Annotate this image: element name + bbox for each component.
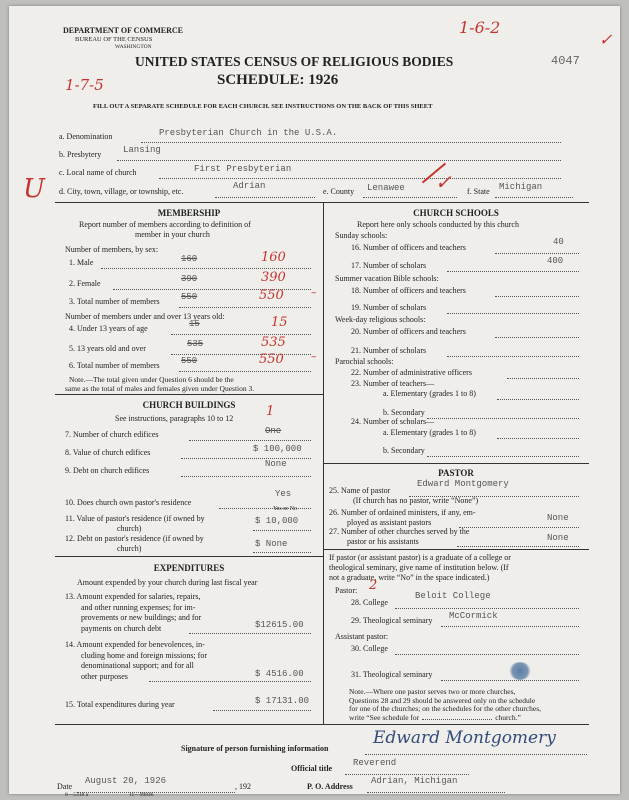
q13-line-3: provements or new buildings; and for [81, 613, 202, 622]
q10-value: Yes [275, 489, 292, 499]
q6-typed-value: 550 [181, 356, 198, 366]
q18-label: 18. Number of officers and teachers [351, 286, 466, 295]
q27-value: None [547, 533, 569, 543]
q2-typed-value: 390 [181, 274, 198, 284]
city-label: d. City, town, village, or township, etc. [59, 187, 184, 196]
q12-value: $ None [255, 539, 288, 549]
hand-margin-mark: U [23, 174, 45, 204]
date-line [77, 792, 235, 793]
q11-value: $ 10,000 [255, 516, 299, 526]
q3-typed-value: 550 [181, 292, 198, 302]
q23b-label: b. Secondary [383, 408, 425, 417]
pastor-note-end: church.” [495, 712, 521, 722]
q12-label-1: 12. Debt on pastor's residence (if owned by [65, 534, 204, 543]
q10-hint: Yes or No [273, 506, 298, 512]
q19-label: 19. Number of scholars [351, 303, 427, 312]
membership-note-2: same as the total of males and females given under Question 3. [65, 384, 255, 393]
q3-dash-mark: – [311, 286, 317, 299]
section-top-rule [55, 202, 589, 203]
pastor-mid-rule [323, 549, 589, 550]
church-name-value: First Presbyterian [194, 164, 292, 174]
buildings-bottom-rule [55, 556, 323, 557]
q31-line [441, 680, 579, 681]
date-value: August 20, 1926 [85, 776, 167, 786]
dept-name: DEPARTMENT OF COMMERCE [63, 26, 184, 35]
q5-label: 5. 13 years old and over [69, 344, 146, 353]
week-label: Week-day religious schools: [335, 315, 426, 324]
state-value: Michigan [499, 182, 543, 192]
q8-line [181, 458, 311, 459]
q5-hand-value: 535 [261, 335, 286, 350]
pastor-title: PASTOR [438, 468, 474, 478]
q19-line [447, 313, 579, 314]
po-address-line [367, 792, 505, 793]
q5-line [171, 354, 311, 355]
section-bottom-rule [55, 724, 589, 725]
q15-value: $ 17131.00 [255, 696, 310, 706]
q6-label: 6. Total number of members [69, 361, 160, 370]
q23-label: 23. Number of teachers— [351, 379, 435, 388]
q1-hand-value: 160 [261, 250, 286, 265]
q24a-label: a. Elementary (grades 1 to 8) [383, 428, 476, 437]
q8-label: 8. Value of church edifices [65, 448, 151, 457]
ink-blot [509, 662, 531, 680]
q1-label: 1. Male [69, 258, 94, 267]
q13-line [189, 633, 311, 634]
q6-dash-mark: – [311, 350, 317, 363]
q22-line [507, 378, 579, 379]
q28-line [395, 608, 579, 609]
county-value: Lenawee [367, 183, 405, 193]
membership-title: MEMBERSHIP [157, 208, 221, 218]
q12-label-2: church) [117, 544, 142, 553]
q26-label-2: ployed as assistant pastors [347, 518, 432, 527]
q24b-label: b. Secondary [383, 446, 425, 455]
q29-line [441, 626, 579, 627]
signature-label: Signature of person furnishing information [181, 744, 329, 753]
q14-line-1: 14. Amount expended for benevolences, in- [65, 640, 205, 649]
by-sex-label: Number of members, by sex: [65, 245, 159, 254]
q23a-line [497, 399, 579, 400]
presbytery-line [117, 160, 561, 161]
membership-bottom-rule [55, 394, 323, 395]
q24a-line [497, 438, 579, 439]
q16-line [495, 253, 579, 254]
q23b-line [427, 418, 579, 419]
form-code-2: 11—90846 [129, 792, 154, 798]
q23a-label: a. Elementary (grades 1 to 8) [383, 389, 476, 398]
q20-label: 20. Number of officers and teachers [351, 327, 466, 336]
denomination-value: Presbyterian Church in the U.S.A. [159, 128, 338, 138]
q9-label: 9. Debt on church edifices [65, 466, 150, 475]
q30-line [395, 654, 579, 655]
official-title-label: Official title [291, 764, 333, 773]
bureau-city: WASHINGTON [115, 44, 152, 50]
denomination-label: a. Denomination [59, 132, 113, 141]
church-name-label: c. Local name of church [59, 168, 137, 177]
q29-value: McCormick [449, 611, 498, 621]
q28-label: 28. College [351, 598, 388, 607]
q1-line [101, 268, 311, 269]
presbytery-value: Lansing [123, 145, 161, 155]
q29-label: 29. Theological seminary [351, 616, 433, 625]
q16-label: 16. Number of officers and teachers [351, 243, 466, 252]
church-name-line [159, 178, 561, 179]
q13-value: $12615.00 [255, 620, 304, 630]
q10-label: 10. Does church own pastor's residence [65, 498, 192, 507]
q25-value: Edward Montgomery [417, 479, 509, 489]
grad-line-1: If pastor (or assistant pastor) is a graduate of a college or [329, 553, 511, 562]
q4-line [171, 334, 311, 335]
q27-label-2: pastor or his assistants [347, 537, 419, 546]
q11-label-1: 11. Value of pastor's residence (if owned by [65, 514, 205, 523]
hand-code-top-left: 1-7-5 [65, 76, 104, 94]
q16-value: 40 [553, 237, 564, 247]
pastor-note-line-2: Questions 28 and 29 should be answered only on the schedule [349, 695, 536, 705]
official-title-value: Reverend [353, 758, 397, 768]
q26-label-1: 26. Number of ordained ministers, if any, em- [329, 508, 476, 517]
q5-typed-value: 535 [187, 339, 204, 349]
q15-line [213, 710, 311, 711]
assistant-label: Assistant pastor: [335, 632, 389, 641]
date-label: Date [57, 782, 73, 791]
parochial-label: Parochial schools: [335, 357, 394, 366]
q26-line [459, 527, 579, 528]
expenditures-title: EXPENDITURES [153, 563, 225, 573]
pastor-note-line-4: write “See schedule for [349, 712, 420, 722]
city-line [215, 197, 315, 198]
q21-label: 21. Number of scholars [351, 346, 427, 355]
membership-intro-2: member in your church [135, 230, 210, 239]
q13-label [65, 592, 201, 634]
q3-label: 3. Total number of members [69, 297, 160, 306]
q25-hint: (If church has no pastor, write “None”) [353, 496, 479, 505]
check-mark-icon: ✓ [599, 30, 613, 49]
q12-line [253, 552, 311, 553]
q2-label: 2. Female [69, 279, 101, 288]
q14-label [65, 640, 207, 682]
q26-value: None [547, 513, 569, 523]
q27-label-1: 27. Number of other churches served by the [329, 527, 470, 536]
q4-label: 4. Under 13 years of age [69, 324, 148, 333]
bureau-name: BUREAU OF THE CENSUS [75, 36, 153, 43]
membership-intro-1: Report number of members according to definition of [79, 220, 251, 229]
q14-line-2: cluding home and foreign missions; for [81, 650, 207, 660]
form-code-1: 8—5318 a [65, 792, 89, 798]
pastor-label: Pastor: [335, 586, 358, 595]
q3-line [179, 307, 311, 308]
q9-value: None [265, 459, 287, 469]
sunday-label: Sunday schools: [335, 231, 388, 240]
hand-code-top-right: 1-6-2 [459, 18, 501, 37]
city-value: Adrian [233, 181, 266, 191]
q18-line [495, 296, 579, 297]
po-address-label: P. O. Address [307, 782, 353, 791]
county-label: e. County [323, 187, 355, 196]
schedule-title: SCHEDULE: 1926 [217, 72, 339, 88]
q4-typed-value: 15 [189, 319, 200, 329]
county-line [363, 197, 457, 198]
q10-line [219, 508, 311, 509]
q22-label: 22. Number of administrative officers [351, 368, 472, 377]
q9-line [181, 476, 311, 477]
denomination-line [141, 142, 561, 143]
year-suffix: , 192 [235, 782, 251, 791]
summer-label: Summer vacation Bible schools: [335, 274, 439, 283]
q6-hand-value: 550 [259, 352, 284, 367]
pastor-note [349, 688, 541, 722]
q17-label: 17. Number of scholars [351, 261, 427, 270]
q20-line [495, 337, 579, 338]
q8-value: $ 100,000 [253, 444, 302, 454]
q25-label: 25. Name of pastor [329, 486, 391, 495]
pastor-note-line-1: Note.—Where one pastor serves two or more churches, [349, 687, 516, 696]
q7-line [189, 440, 311, 441]
expenditures-sub: Amount expended by your church during last fiscal year [77, 578, 258, 587]
state-line [495, 197, 573, 198]
grad-instructions [329, 553, 511, 583]
q14-line [149, 681, 311, 682]
q11-line [253, 530, 311, 531]
q31-label: 31. Theological seminary [351, 670, 433, 679]
q13-line-2: and other running expenses; for im- [81, 602, 196, 612]
grad-line-3: not a graduate, write “No” in the space indicated.) [329, 573, 490, 582]
stamp-number: 4047 [551, 54, 580, 68]
signature: Edward Montgomery [373, 728, 556, 748]
q27-line [457, 546, 579, 547]
q13-line-4: payments on church debt [81, 623, 162, 633]
q7-hand-value: 1 [266, 404, 275, 419]
census-schedule-sheet [9, 6, 620, 798]
schools-sub: Report here only schools conducted by this church [357, 220, 519, 229]
q14-line-3: denominational support; and for all [81, 661, 194, 670]
q3-hand-value: 550 [259, 288, 284, 303]
form-title: UNITED STATES CENSUS OF RELIGIOUS BODIES [135, 54, 454, 69]
schools-title: CHURCH SCHOOLS [413, 208, 499, 218]
q28-value: Beloit College [415, 591, 491, 601]
q6-line [179, 371, 311, 372]
state-label: f. State [467, 187, 490, 196]
q2-hand-value: 390 [261, 270, 286, 285]
q24b-line [427, 456, 579, 457]
pastor-note-line-3: for one of the churches; on the schedules for the other churches, [349, 704, 542, 713]
q21-line [447, 356, 579, 357]
q17-line [447, 271, 579, 272]
grad-line-2: theological seminary, give name of institution below. (If [329, 563, 509, 572]
q7-typed-value: One [265, 426, 282, 436]
q24-label: 24. Number of scholars— [351, 417, 435, 426]
pastor-note-blank [422, 719, 492, 720]
q4-hand-value: 15 [271, 315, 288, 330]
q14-line-4: other purposes [81, 671, 128, 681]
presbytery-label: b. Presbytery [59, 150, 102, 159]
buildings-title: CHURCH BUILDINGS [142, 400, 236, 410]
membership-note-1: Note.—The total given under Question 6 should be the [69, 375, 234, 384]
q7-label: 7. Number of church edifices [65, 430, 159, 439]
q15-label: 15. Total expenditures during year [65, 700, 175, 709]
county-check-icon: ✓ [435, 170, 452, 194]
q11-label-2: church) [117, 524, 142, 533]
q14-value: $ 4516.00 [255, 669, 304, 679]
q30-label: 30. College [351, 644, 388, 653]
under-over-label: Number of members under and over 13 years old: [65, 312, 225, 321]
form-instruction: FILL OUT A SEPARATE SCHEDULE FOR EACH CHURCH. SEE INSTRUCTIONS ON THE BACK OF THIS SHEET [93, 103, 433, 110]
schools-bottom-rule [323, 463, 589, 464]
pastor-hand-mark: 2 [369, 578, 378, 593]
signature-line [365, 754, 587, 755]
q1-typed-value: 160 [181, 254, 198, 264]
po-address-value: Adrian, Michigan [371, 776, 458, 786]
buildings-sub: See instructions, paragraphs 10 to 12 [115, 414, 234, 423]
official-title-line [345, 774, 469, 775]
q13-line-1: 13. Amount expended for salaries, repairs, [65, 592, 201, 601]
q17-value: 400 [547, 256, 564, 266]
